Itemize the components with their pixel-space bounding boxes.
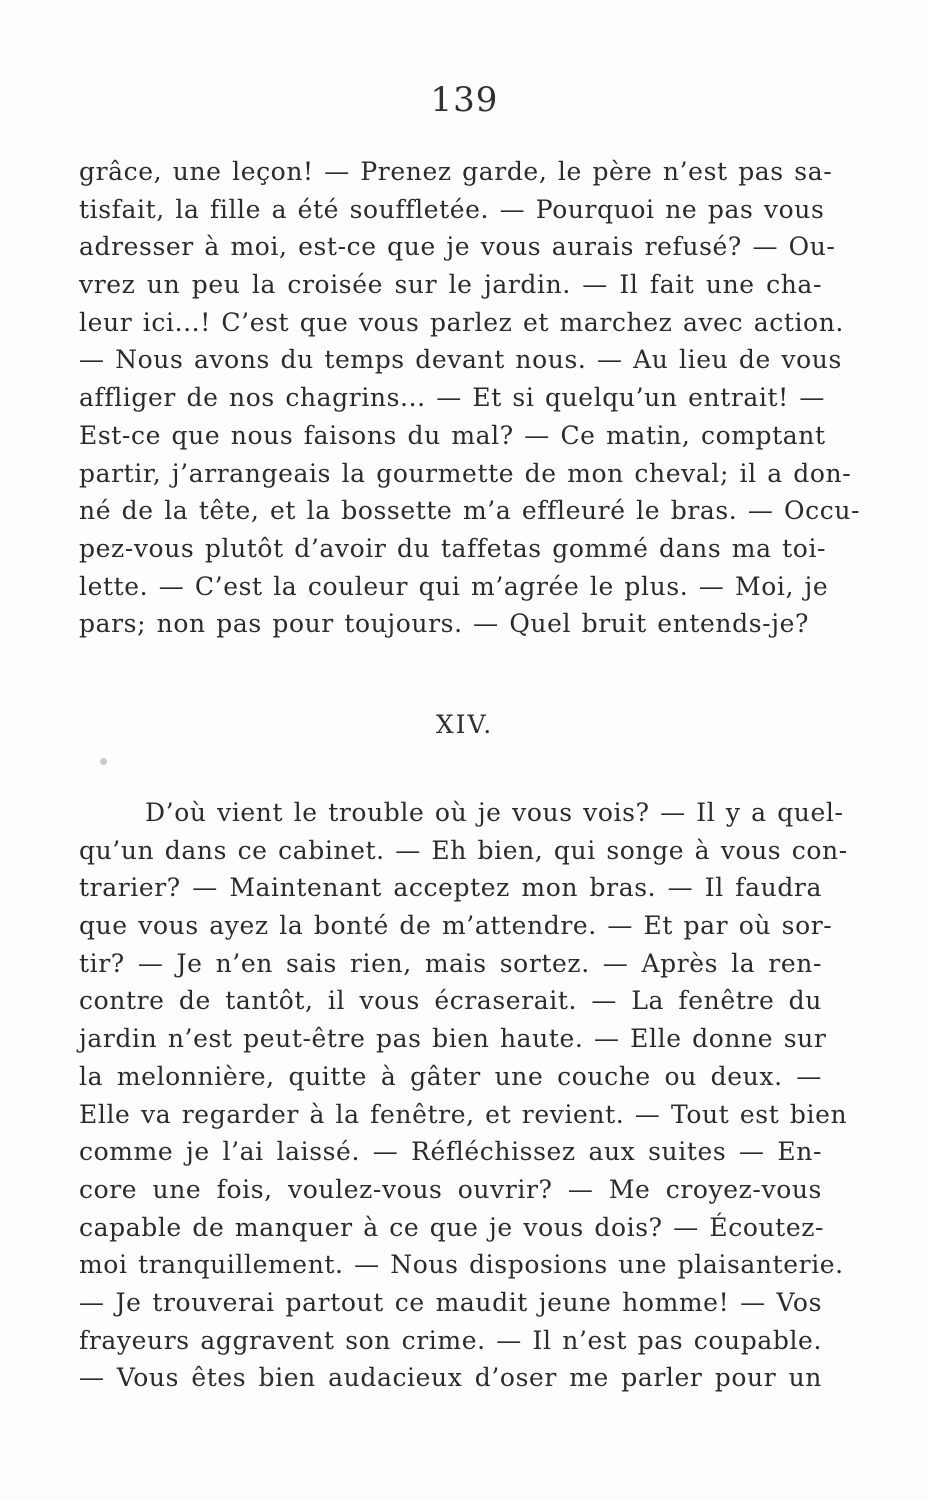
text-line: core une fois, voulez-vous ouvrir? — Me croyez-vous: [79, 1174, 822, 1204]
page-number: 139: [430, 80, 499, 120]
text-line: — Vous êtes bien audacieux d’oser me parler pour un: [79, 1363, 822, 1393]
text-line: pez-vous plutôt d’avoir du taffetas gommé dans ma toi-: [79, 533, 827, 563]
text-line: contre de tantôt, il vous écraserait. — La fenêtre du: [79, 986, 822, 1016]
paper-speck: [100, 758, 107, 765]
text-line: Elle va regarder à la fenêtre, et revient. — Tout est bien: [79, 1099, 848, 1129]
text-line: la melonnière, quitte à gâter une couche ou deux. —: [79, 1061, 822, 1091]
text-line: vrez un peu la croisée sur le jardin. — Il fait une cha-: [79, 270, 822, 300]
text-line: — Je trouverai partout ce maudit jeune homme! — Vos: [79, 1287, 822, 1317]
section-heading: XIV.: [435, 710, 494, 739]
text-line: adresser à moi, est-ce que je vous aurais refusé? — Ou-: [79, 232, 836, 262]
text-line: leur ici...! C’est que vous parlez et marchez avec action.: [79, 307, 844, 337]
text-line: Est-ce que nous faisons du mal? — Ce matin, comptant: [79, 420, 826, 450]
text-line: partir, j’arrangeais la gourmette de mon cheval; il a don-: [79, 458, 852, 488]
text-line: affliger de nos chagrins... — Et si quelqu’un entrait! —: [79, 383, 825, 413]
paragraph-continued: [79, 153, 861, 643]
text-line: moi tranquillement. — Nous disposions une plaisanterie.: [79, 1250, 844, 1280]
text-line: tir? — Je n’en sais rien, mais sortez. — Après la ren-: [79, 948, 822, 978]
text-line: que vous ayez la bonté de m’attendre. — Et par où sor-: [79, 911, 833, 941]
text-line: grâce, une leçon! — Prenez garde, le père n’est pas sa-: [79, 157, 833, 186]
text-line: lette. — C’est la couleur qui m’agrée le plus. — Moi, je: [79, 571, 829, 601]
text-line: trarier? — Maintenant acceptez mon bras. — Il faudra: [79, 873, 822, 903]
text-line: frayeurs aggravent son crime. — Il n’est pas coupable.: [79, 1325, 822, 1355]
text-line: D’où vient le trouble où je vous vois? — Il y a quel-: [145, 798, 844, 827]
text-line: né de la tête, et la bossette m’a effleuré le bras. — Occu-: [79, 496, 861, 526]
text-line: — Nous avons du temps devant nous. — Au lieu de vous: [79, 345, 842, 375]
text-line: pars; non pas pour toujours. — Quel bruit entends-je?: [79, 609, 809, 639]
text-line: jardin n’est peut-être pas bien haute. — Elle donne sur: [79, 1024, 827, 1054]
text-line: comme je l’ai laissé. — Réfléchissez aux suites — En-: [79, 1137, 822, 1167]
text-line: capable de manquer à ce que je vous dois? — Écoutez-: [79, 1212, 825, 1242]
paragraph-section-xiv: [79, 794, 848, 1397]
text-line: qu’un dans ce cabinet. — Eh bien, qui songe à vous con-: [79, 835, 848, 865]
text-line: tisfait, la fille a été souffletée. — Pourquoi ne pas vous: [79, 194, 825, 224]
